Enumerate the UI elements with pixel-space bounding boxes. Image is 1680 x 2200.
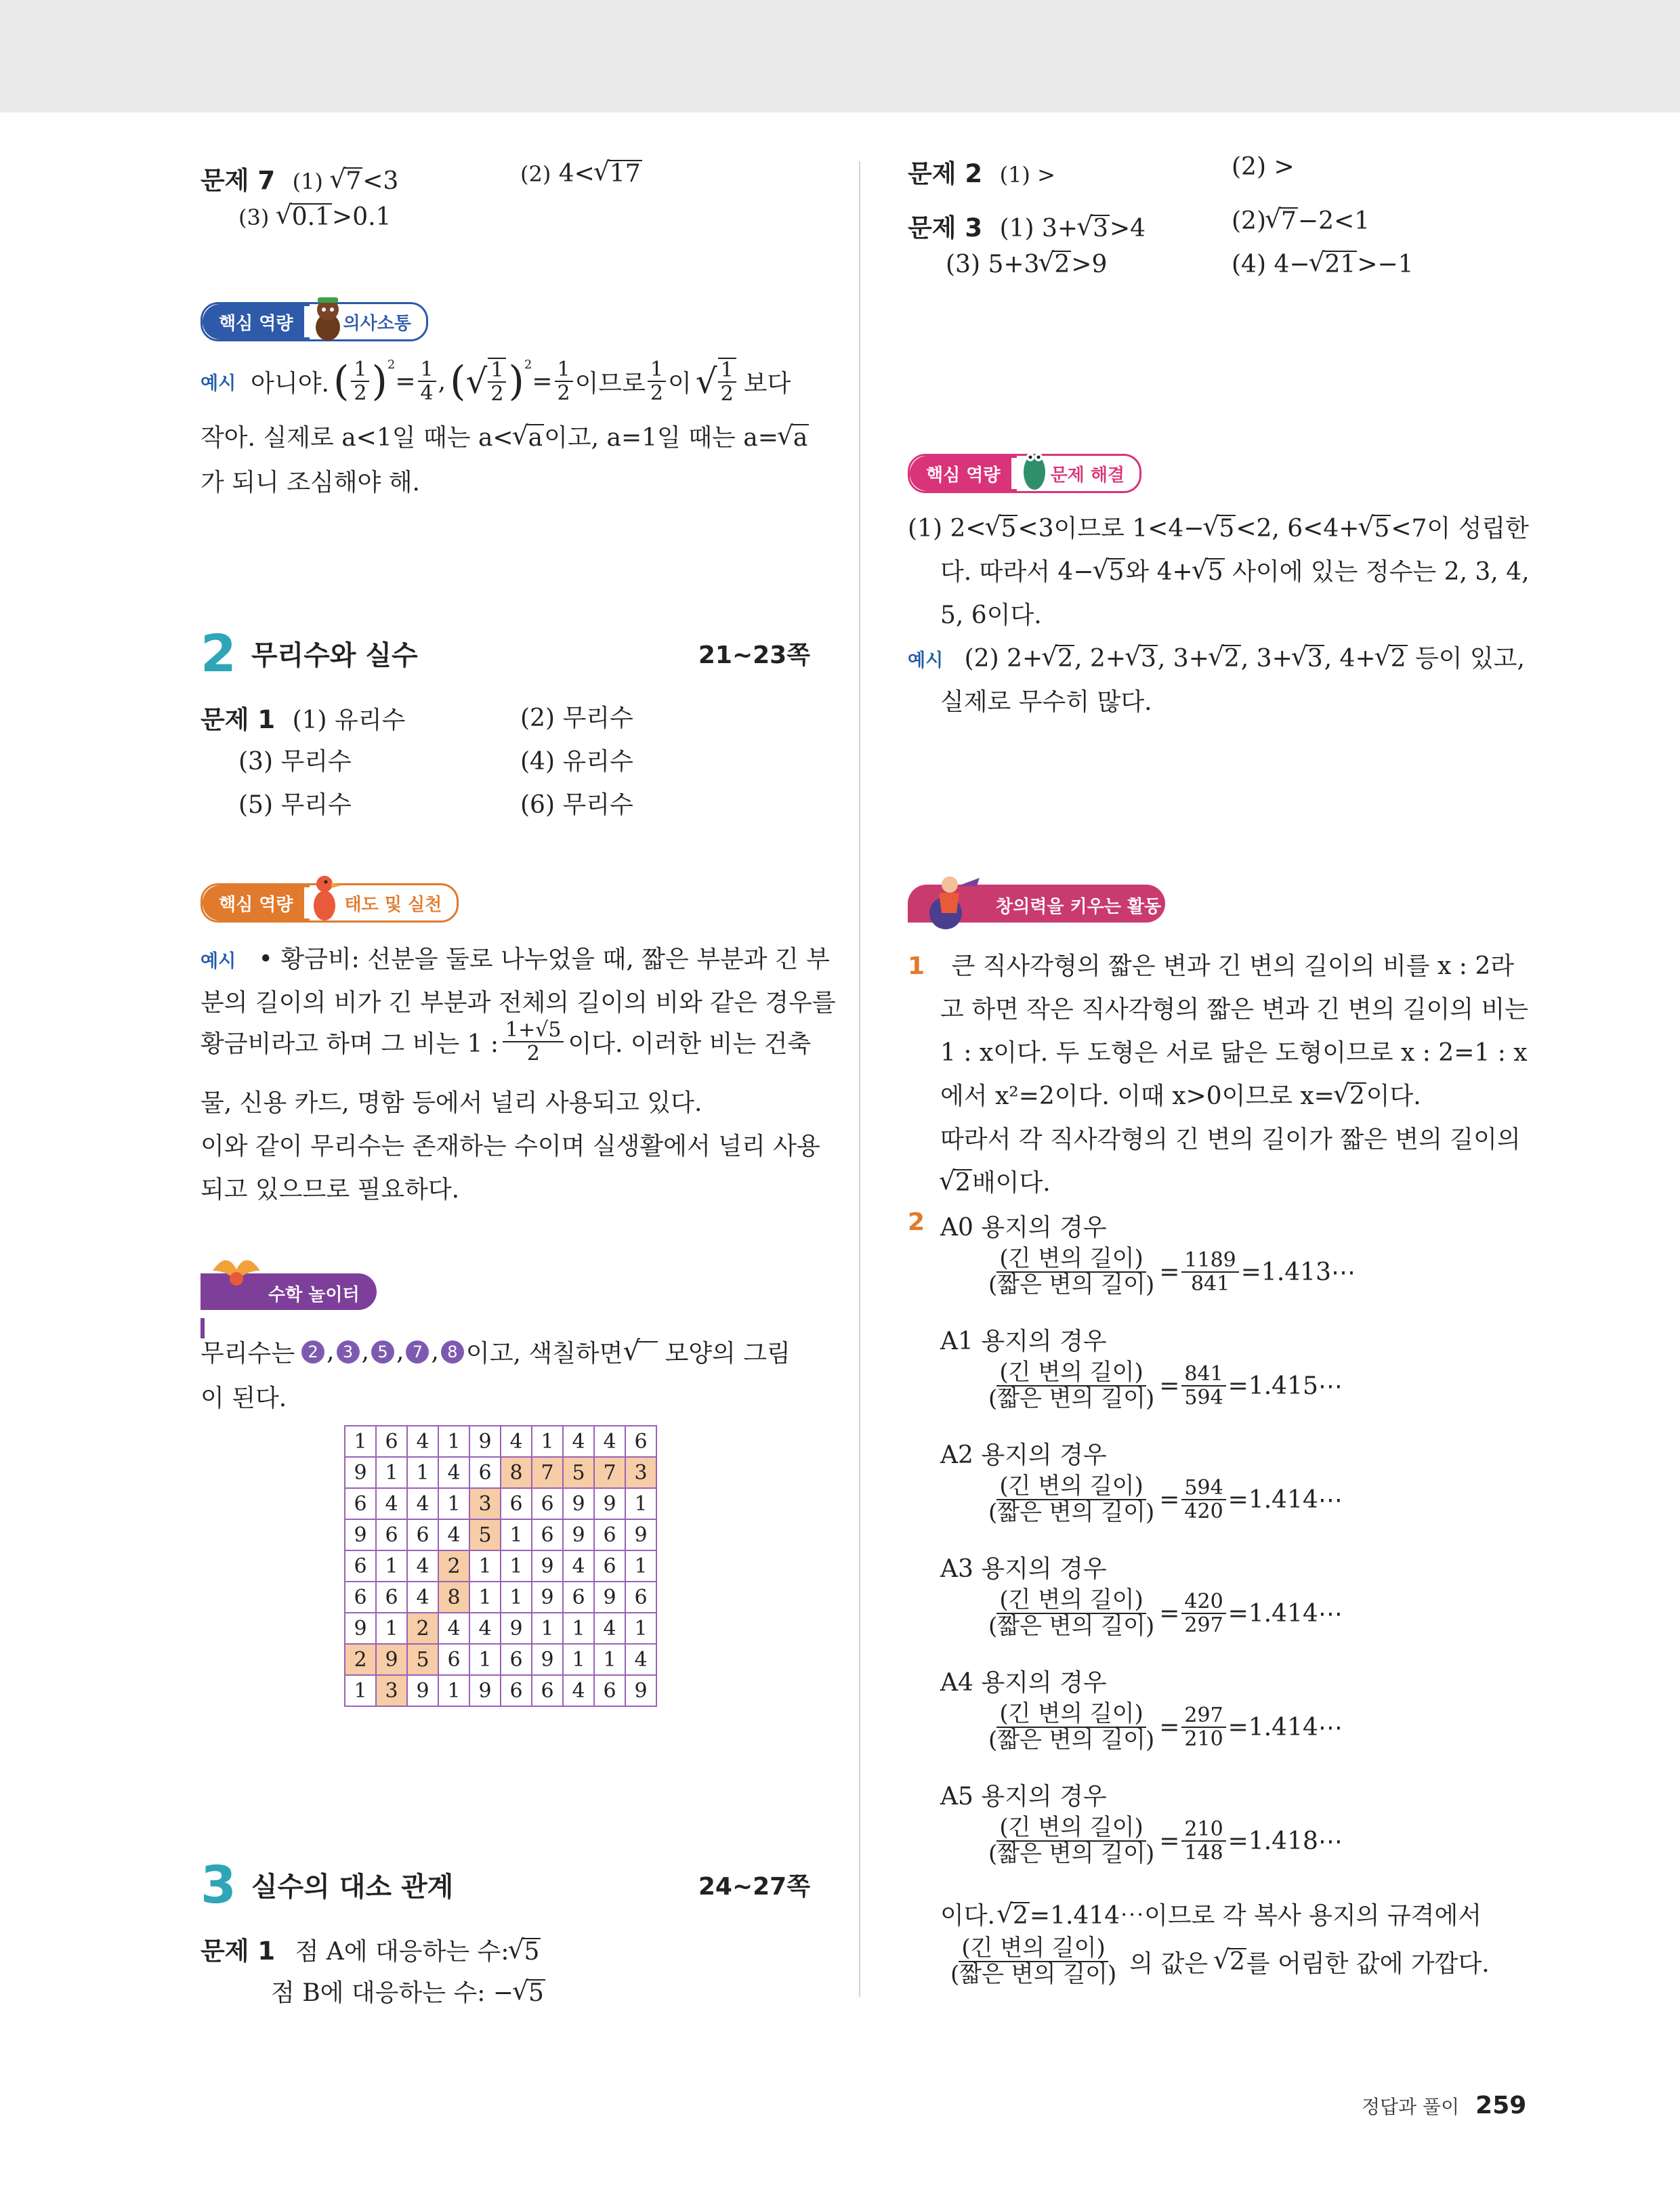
grid-cell: 6	[532, 1675, 563, 1706]
grid-cell: 1	[501, 1582, 532, 1613]
equals-sign: =	[1159, 1258, 1180, 1286]
page-number: 259	[1475, 2092, 1527, 2119]
grid-cell: 9	[532, 1582, 563, 1613]
paren-left: (	[333, 358, 350, 405]
paren-left: (	[450, 358, 466, 405]
grid-cell: 6	[625, 1426, 656, 1457]
creative-item2-end1: 이다.√ 2=1.414⋯이므로 각 복사 용지의 규격에서	[940, 1897, 1482, 1931]
paren-right: )	[508, 358, 524, 405]
circled-number: 2	[301, 1340, 324, 1363]
q1-label: 문제 1	[201, 705, 276, 734]
grid-cell: 4	[563, 1675, 594, 1706]
frac-ratio: $\frac{\text{(긴 변의 길이)}}{\text{(짧은 변의 길이)}}$	[988, 1814, 1155, 1868]
section3-header	[201, 1855, 810, 1915]
grid-cell: 6	[532, 1488, 563, 1519]
grid-cell: 9	[407, 1675, 438, 1706]
grid-cell: 7	[532, 1457, 563, 1488]
section3-title: 실수의 대소 관계	[251, 1871, 454, 1903]
creative-item1-line1: 1 큰 직사각형의 짧은 변과 긴 변의 길이의 비를 x : 2라	[908, 952, 1515, 980]
grid-row	[345, 1488, 656, 1519]
grid-cell: 1	[376, 1550, 407, 1582]
grid-cell: 9	[563, 1519, 594, 1550]
creative-item1-line3: 1 : x이다. 두 도형은 서로 닮은 도형이므로 x : 2=1 : x	[940, 1039, 1528, 1067]
grid-row	[345, 1675, 656, 1706]
paper-case-title: A4 용지의 경우	[940, 1669, 1107, 1697]
grid-cell: 4	[407, 1582, 438, 1613]
equals-sign: =	[1159, 1827, 1180, 1855]
grid-row	[345, 1426, 656, 1457]
grid-cell: 3	[376, 1675, 407, 1706]
section2-pages: 21~23쪽	[698, 641, 810, 669]
grid-cell: 4	[563, 1426, 594, 1457]
grid-cell: 1	[501, 1550, 532, 1582]
grid-cell: 4	[625, 1644, 656, 1675]
q3-label: 문제 3	[908, 213, 983, 242]
solution-line1: (1) 2<√ 5<3이므로 1<4−√ 5<2, 6<4+√ 5<7이 성립한	[908, 509, 1529, 544]
circled-number: 3	[337, 1340, 360, 1363]
grid-cell: 1	[376, 1613, 407, 1644]
exponent: 2	[387, 358, 396, 372]
grid-cell: 9	[345, 1613, 376, 1644]
grid-cell: 6	[376, 1519, 407, 1550]
grid-cell: 4	[407, 1550, 438, 1582]
bird-mascot-icon	[304, 870, 345, 925]
q1-row1: 문제 1 (1) 유리수	[201, 705, 406, 734]
section3-number: 3	[201, 1855, 236, 1915]
grid-cell: 1	[469, 1550, 501, 1582]
grid-cell: 9	[594, 1488, 625, 1519]
grid-cell: 1	[469, 1582, 501, 1613]
example-tag: 예시	[201, 951, 236, 972]
q1-item: (6) 무리수	[520, 791, 633, 819]
grid-cell: 3	[469, 1488, 501, 1519]
grid-cell: 6	[407, 1519, 438, 1550]
grid-cell: 8	[501, 1457, 532, 1488]
grid-cell: 5	[407, 1644, 438, 1675]
paper-case-title: A5 용지의 경우	[940, 1783, 1107, 1811]
grid-row	[345, 1457, 656, 1488]
paper-case-title: A2 용지의 경우	[940, 1441, 1107, 1469]
grid-cell: 9	[594, 1582, 625, 1613]
frac-values: $\frac{1189}{841}$	[1181, 1249, 1238, 1295]
grid-cell: 4	[438, 1519, 469, 1550]
grid-cell: 1	[345, 1426, 376, 1457]
paper-case-ratio: $\frac{\text{(긴 변의 길이)}}{\text{(짧은 변의 길이)}}$ = $\frac{420}{297}$ =1.414⋯	[984, 1588, 1343, 1640]
grid-cell: 1	[407, 1457, 438, 1488]
grid-cell: 6	[594, 1519, 625, 1550]
footer-label: 정답과 풀이	[1362, 2096, 1460, 2118]
q3-part2: (2)√ 7−2<1	[1232, 207, 1370, 235]
section2-number: 2	[201, 623, 236, 683]
grid-cell: 1	[625, 1613, 656, 1644]
grid-cell: 1	[563, 1644, 594, 1675]
circled-number: 5	[371, 1340, 394, 1363]
grid-cell: 6	[625, 1582, 656, 1613]
q3-part3: (3) 5+3√ 2>9	[946, 251, 1107, 278]
frac-ratio: $\frac{\text{(긴 변의 길이)}}{\text{(짧은 변의 길이)}}$	[988, 1473, 1155, 1527]
creative-item1-line6: √ 2배이다.	[940, 1164, 1051, 1198]
section2-title: 무리수와 실수	[251, 640, 418, 671]
example2-line2: 분의 길이의 비가 긴 부분과 전체의 길이의 비와 같은 경우를	[201, 989, 836, 1017]
grid-cell: 1	[532, 1426, 563, 1457]
grid-cell: 6	[469, 1457, 501, 1488]
grid-cell: 9	[376, 1644, 407, 1675]
solution-line3: 5, 6이다.	[940, 601, 1042, 629]
grid-cell: 6	[345, 1488, 376, 1519]
frac-values: $\frac{297}{210}$	[1181, 1704, 1225, 1750]
grid-cell: 9	[469, 1675, 501, 1706]
page-footer	[1362, 2092, 1526, 2119]
section2-header	[201, 623, 810, 683]
grid-cell: 1	[438, 1488, 469, 1519]
circled-number: 8	[441, 1340, 464, 1363]
q1b-label: 문제 1	[201, 1937, 276, 1966]
example2-line6: 되고 있으므로 필요하다.	[201, 1176, 460, 1204]
grid-cell: 4	[594, 1613, 625, 1644]
frac-half: $\frac{1}{2}$	[555, 358, 573, 404]
grid-cell: 4	[438, 1457, 469, 1488]
frac-half: $\frac{1}{2}$	[351, 358, 369, 404]
solution-line4: 예시 (2) 2+√ 2, 2+√ 3, 3+√ 2, 3+√ 3, 4+√ 2 등이 있고,	[908, 639, 1525, 674]
example1-line2: 작아. 실제로 a<1일 때는 a<√ a이고, a=1일 때는 a=√ a	[201, 419, 809, 453]
paper-case-ratio: $\frac{\text{(긴 변의 길이)}}{\text{(짧은 변의 길이)}}$ = $\frac{1189}{841}$ =1.413⋯	[984, 1246, 1356, 1298]
root-shape-icon: √	[637, 1341, 658, 1363]
solution-line2: 다. 따라서 4−√ 5와 4+√ 5 사이에 있는 정수는 2, 3, 4,	[940, 553, 1530, 587]
grid-cell: 2	[438, 1550, 469, 1582]
bird-wings-icon	[206, 1250, 267, 1305]
grid-cell: 9	[469, 1426, 501, 1457]
grid-cell: 6	[501, 1644, 532, 1675]
grid-cell: 9	[501, 1613, 532, 1644]
frac-golden: $\frac{1+√5}{2}$	[503, 1019, 564, 1065]
grid-cell: 8	[438, 1582, 469, 1613]
owl-mascot-icon	[1015, 441, 1053, 494]
frac-values: $\frac{594}{420}$	[1181, 1477, 1225, 1523]
number-grid	[344, 1425, 657, 1707]
example2-line1: 예시 • 황금비: 선분을 둘로 나누었을 때, 짧은 부분과 긴 부	[201, 946, 830, 973]
paper-case-title: A3 용지의 경우	[940, 1555, 1107, 1583]
grid-cell: 1	[563, 1613, 594, 1644]
grid-cell: 1	[532, 1613, 563, 1644]
grid-cell: 1	[469, 1644, 501, 1675]
playground-text-line1: 무리수는 2 , 3 , 5 , 7 , 8 이고, 색칠하면 √ 모양의 그림	[201, 1335, 791, 1368]
item-number: 1	[908, 952, 925, 980]
grid-cell: 6	[532, 1519, 563, 1550]
grid-cell: 1	[345, 1675, 376, 1706]
dog-mascot-icon	[310, 295, 346, 342]
grid-cell: 2	[407, 1613, 438, 1644]
grid-cell: 6	[376, 1426, 407, 1457]
creative-item2-number-row	[908, 1208, 925, 1236]
grid-cell: 4	[438, 1613, 469, 1644]
example1-line3: 가 되니 조심해야 해.	[201, 469, 420, 496]
grid-cell: 4	[407, 1426, 438, 1457]
grid-cell: 9	[345, 1457, 376, 1488]
grid-cell: 5	[563, 1457, 594, 1488]
q3-part4: (4) 4−√ 21>−1	[1232, 251, 1414, 278]
paper-case-ratio: $\frac{\text{(긴 변의 길이)}}{\text{(짧은 변의 길이)}}$ = $\frac{297}{210}$ =1.414⋯	[984, 1701, 1343, 1754]
core-competency-badge-attitude: 핵심 역량 태도 및 실천	[201, 883, 459, 923]
frac-half: $\frac{1}{2}$	[648, 358, 666, 404]
top-band	[0, 0, 1680, 112]
q7-part3: (3) √ 0.1>0.1	[238, 203, 391, 231]
creative-item1-line5: 따라서 각 직사각형의 긴 변의 길이가 짧은 변의 길이의	[940, 1126, 1521, 1154]
grid-cell: 1	[438, 1426, 469, 1457]
q1-item: (2) 무리수	[520, 704, 633, 732]
grid-cell: 9	[625, 1675, 656, 1706]
frac-values: $\frac{210}{148}$	[1181, 1818, 1225, 1864]
grid-cell: 3	[625, 1457, 656, 1488]
example1-line1: 예시 아니야. ( $\frac{1}{2}$ ) $^2$ = $\frac{1}{4}$ , ( √ $\frac{1}{2}$ ) $^2$ = $\frac{1}{2}$ 이므로 $\frac{1}{2}$ 이 √ $\frac{1}{2}$ 보다	[201, 358, 791, 406]
root-sign: √	[465, 362, 488, 401]
grid-row	[345, 1550, 656, 1582]
grid-cell: 4	[563, 1550, 594, 1582]
grid-cell: 6	[501, 1488, 532, 1519]
grid-cell: 9	[625, 1519, 656, 1550]
grid-cell: 4	[376, 1488, 407, 1519]
grid-cell: 6	[501, 1675, 532, 1706]
grid-row	[345, 1613, 656, 1644]
grid-cell: 4	[594, 1426, 625, 1457]
q1-item: (3) 무리수	[238, 748, 352, 776]
q1-item: (5) 무리수	[238, 791, 352, 819]
exponent: 2	[524, 358, 532, 372]
section3-pages: 24~27쪽	[698, 1873, 810, 1901]
frac-ratio: $\frac{\text{(긴 변의 길이)}}{\text{(짧은 변의 길이)}}$	[988, 1700, 1155, 1754]
equals-sign: =	[1159, 1372, 1180, 1400]
math-playground-banner	[201, 1273, 377, 1310]
grid-cell: 4	[407, 1488, 438, 1519]
example-tag: 예시	[908, 650, 944, 671]
grid-cell: 1	[625, 1488, 656, 1519]
q2-part2: (2) >	[1232, 153, 1295, 181]
grid-row	[345, 1644, 656, 1675]
q3-line1: 문제 3 (1) 3+√ 3>4	[908, 207, 1146, 244]
grid-cell: 7	[594, 1457, 625, 1488]
grid-cell: 6	[345, 1550, 376, 1582]
equals-sign: =	[1159, 1713, 1180, 1741]
frac-half-root: $\frac{1}{2}$	[488, 358, 506, 405]
grid-cell: 1	[438, 1675, 469, 1706]
paper-case-title: A0 용지의 경우	[940, 1214, 1107, 1242]
rider-illustration-icon	[912, 866, 986, 931]
circled-number: 7	[406, 1340, 429, 1363]
paper-case-title: A1 용지의 경우	[940, 1328, 1107, 1355]
paren-right: )	[371, 358, 387, 405]
frac-ratio: $\frac{\text{(긴 변의 길이)}}{\text{(짧은 변의 길이)}}$	[988, 1586, 1155, 1641]
creative-activity-banner	[908, 885, 1165, 923]
root-sign: √	[695, 362, 717, 401]
q2-label: 문제 2	[908, 159, 983, 188]
frac-ratio: $\frac{\text{(긴 변의 길이)}}{\text{(짧은 변의 길이)}}$	[950, 1934, 1117, 1989]
grid-cell: 5	[469, 1519, 501, 1550]
equals-sign: =	[1159, 1599, 1180, 1628]
grid-row	[345, 1519, 656, 1550]
grid-cell: 6	[438, 1644, 469, 1675]
creative-item2-end2: $\frac{\text{(긴 변의 길이)}}{\text{(짧은 변의 길이)}}$ 의 값은 √ 2 를 어림한 값에 가깝다.	[946, 1936, 1490, 1988]
math-playground-title: 수학 놀이터	[268, 1285, 360, 1305]
grid-cell: 4	[469, 1613, 501, 1644]
grid-cell: 1	[594, 1644, 625, 1675]
frac-values: $\frac{420}{297}$	[1181, 1590, 1225, 1636]
grid-cell: 9	[532, 1550, 563, 1582]
paper-case-ratio: $\frac{\text{(긴 변의 길이)}}{\text{(짧은 변의 길이)}}$ = $\frac{841}{594}$ =1.415⋯	[984, 1360, 1343, 1412]
core-competency-badge-communication: 핵심 역량 의사소통	[201, 302, 428, 341]
q1b-line2: 점 B에 대응하는 수: −√ 5	[271, 1974, 545, 2008]
creative-activity-title: 창의력을 키우는 활동	[996, 897, 1162, 917]
grid-cell: 1	[376, 1457, 407, 1488]
example-tag: 예시	[201, 373, 236, 394]
solution-line5: 실제로 무수히 많다.	[940, 688, 1152, 716]
grid-cell: 1	[625, 1550, 656, 1582]
grid-cell: 2	[345, 1644, 376, 1675]
core-competency-badge-problem-solving: 핵심 역량 문제 해결	[908, 454, 1141, 493]
example2-line3: 황금비라고 하며 그 비는 1 : $\frac{1+√5}{2}$ 이다. 이러한 비는 건축	[201, 1018, 812, 1065]
grid-cell: 9	[563, 1488, 594, 1519]
q7-part2: (2) 4<√ 17	[520, 160, 642, 188]
q2-line: 문제 2 (1) >	[908, 159, 1055, 188]
frac-ratio: $\frac{\text{(긴 변의 길이)}}{\text{(짧은 변의 길이)}}$	[988, 1359, 1155, 1413]
paper-case-ratio: $\frac{\text{(긴 변의 길이)}}{\text{(짧은 변의 길이)}}$ = $\frac{594}{420}$ =1.414⋯	[984, 1474, 1343, 1526]
frac-values: $\frac{841}{594}$	[1181, 1363, 1225, 1409]
grid-cell: 9	[345, 1519, 376, 1550]
grid-cell: 6	[594, 1675, 625, 1706]
item-number: 2	[908, 1208, 925, 1236]
grid-row	[345, 1582, 656, 1613]
q7-label: 문제 7	[201, 166, 276, 195]
example2-line5: 이와 같이 무리수는 존재하는 수이며 실생활에서 널리 사용	[201, 1133, 820, 1160]
grid-cell: 6	[345, 1582, 376, 1613]
frac-quarter: $\frac{1}{4}$	[418, 358, 436, 404]
frac-ratio: $\frac{\text{(긴 변의 길이)}}{\text{(짧은 변의 길이)}}$	[988, 1245, 1155, 1299]
q1-item: (4) 유리수	[520, 748, 633, 776]
example2-line4: 물, 신용 카드, 명함 등에서 널리 사용되고 있다.	[201, 1089, 702, 1117]
creative-item1-line2: 고 하면 작은 직사각형의 짧은 변과 긴 변의 길이의 비는	[940, 996, 1529, 1023]
frac-half-root: $\frac{1}{2}$	[718, 358, 736, 405]
grid-cell: 6	[376, 1582, 407, 1613]
grid-cell: 6	[594, 1550, 625, 1582]
q1b-line1: 문제 1 점 A에 대응하는 수:√ 5	[201, 1930, 541, 1967]
column-divider	[859, 161, 860, 1997]
grid-cell: 9	[532, 1644, 563, 1675]
q7-line1: 문제 7 (1) √ 7<3	[201, 160, 398, 196]
grid-cell: 1	[501, 1519, 532, 1550]
equals-sign: =	[1159, 1485, 1180, 1514]
playground-text-line2: 이 된다.	[201, 1384, 287, 1412]
grid-cell: 4	[501, 1426, 532, 1457]
grid-cell: 6	[563, 1582, 594, 1613]
paper-case-ratio: $\frac{\text{(긴 변의 길이)}}{\text{(짧은 변의 길이)}}$ = $\frac{210}{148}$ =1.418⋯	[984, 1815, 1343, 1867]
creative-item1-line4: 에서 x²=2이다. 이때 x>0이므로 x=√ 2이다.	[940, 1077, 1421, 1112]
